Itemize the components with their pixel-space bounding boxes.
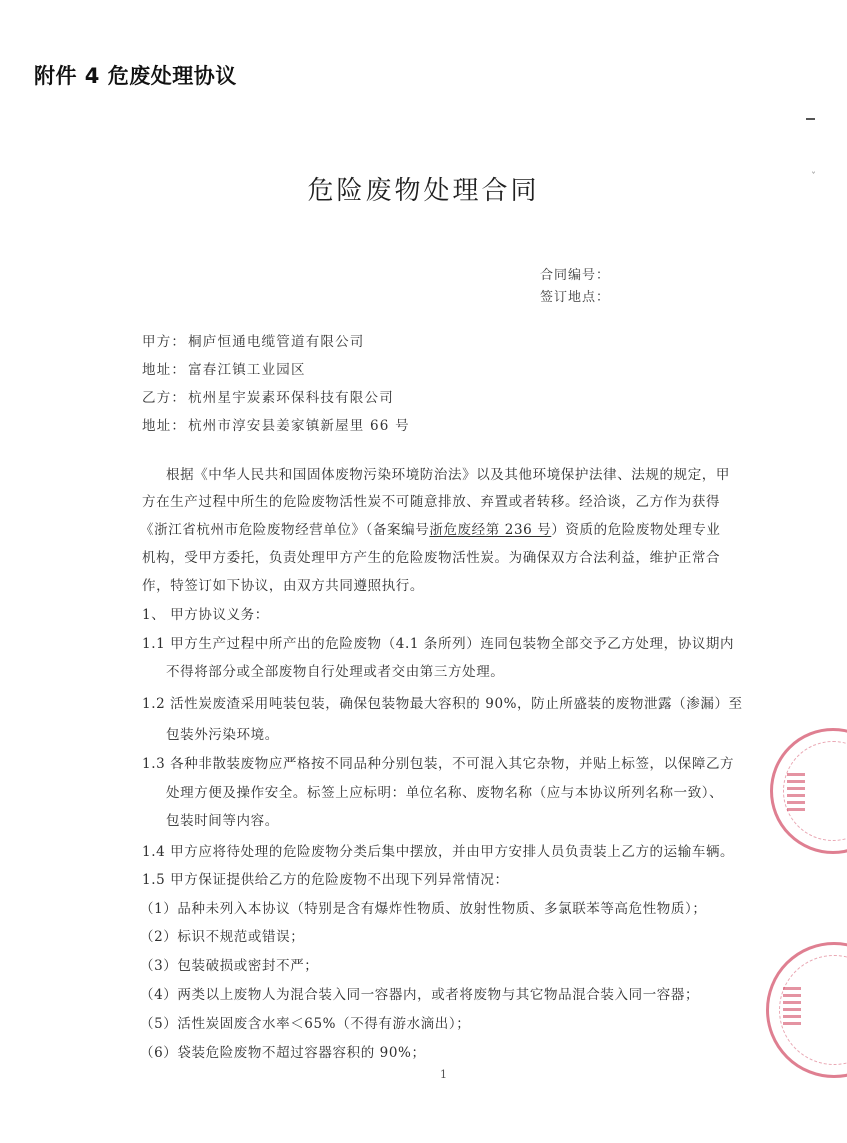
seal-lettering-mark [783, 985, 801, 1025]
clause-1-3-line-3: 包装时间等内容。 [166, 813, 279, 829]
condition-item-3: （3）包装破损或密封不严； [140, 958, 319, 974]
address-a-line [142, 358, 306, 378]
company-seal-stamp [766, 942, 847, 1078]
intro-line-1: 根据《中华人民共和国固体废物污染环境防治法》以及其他环境保护法律、法规的规定，甲 [166, 467, 730, 483]
intro-line-4: 机构，受甲方委托，负责处理甲方产生的危险废物活性炭。为确保双方合法利益，维护正常合 [142, 550, 721, 566]
condition-item-2: （2）标识不规范或错误； [140, 929, 305, 945]
address-b-line [142, 414, 410, 434]
intro-line-2: 方在生产过程中所生的危险废物活性炭不可随意排放、弃置或者转移。经洽谈，乙方作为获得 [142, 494, 721, 510]
address-b-label: 地址： [142, 418, 187, 434]
clause-1-3-line-1: 1.3 各种非散装废物应严格按不同品种分别包装，不可混入其它杂物，并贴上标签，以保障乙方 [142, 756, 735, 772]
scan-edge-dot: ˇ [811, 172, 816, 183]
condition-item-5: （5）活性炭固废含水率＜65%（不得有游水滴出）； [140, 1016, 471, 1032]
seal-lettering-mark [787, 771, 805, 811]
party-a-label: 甲方： [142, 334, 187, 350]
registration-number: 浙危废经第 236 号 [429, 522, 552, 538]
clause-1-5: 1.5 甲方保证提供给乙方的危险废物不出现下列异常情况： [142, 872, 509, 888]
page-number: 1 [440, 1068, 447, 1081]
party-b-line [142, 386, 394, 406]
clause-1-1-line-1: 1.1 甲方生产过程中所产出的危险废物（4.1 条所列）连同包装物全部交予乙方处理，协议期内 [142, 636, 735, 652]
address-b-value: 杭州市淳安县姜家镇新屋里 66 号 [188, 418, 410, 434]
scan-edge-mark [806, 118, 815, 120]
party-a-name: 桐庐恒通电缆管道有限公司 [188, 334, 365, 350]
clause-1-2-line-1: 1.2 活性炭废渣采用吨装包装，确保包装物最大容积的 90%，防止所盛装的废物泄露（渗漏）至 [142, 696, 743, 712]
condition-item-4: （4）两类以上废物人为混合装入同一容器内，或者将废物与其它物品混合装入同一容器； [140, 987, 700, 1003]
intro-line-5: 作，特签订如下协议，由双方共同遵照执行。 [142, 578, 424, 594]
clause-1-3-line-2: 处理方便及操作安全。标签上应标明：单位名称、废物名称（应与本协议所列名称一致）、 [166, 785, 724, 801]
document-title: 危险废物处理合同 [307, 176, 540, 206]
address-a-label: 地址： [142, 362, 187, 378]
condition-item-1: （1）品种未列入本协议（特别是含有爆炸性物质、放射性物质、多氯联苯等高危性物质）； [140, 901, 707, 917]
clause-1-2-line-2: 包装外污染环境。 [166, 727, 279, 743]
intro-line-3-end: ）资质的危险废物处理专业 [551, 522, 721, 538]
company-seal-stamp [770, 728, 847, 854]
attachment-title: 附件 4 危废处理协议 [34, 64, 237, 88]
party-b-name: 杭州星宇炭素环保科技有限公司 [188, 390, 394, 406]
address-a-value: 富春江镇工业园区 [188, 362, 306, 378]
party-a-line [142, 330, 365, 350]
condition-item-6: （6）袋装危险废物不超过容器容积的 90%； [140, 1045, 426, 1061]
sign-place-label: 签订地点： [540, 290, 611, 305]
party-b-label: 乙方： [142, 390, 187, 406]
intro-line-3 [140, 518, 721, 538]
clause-1-4: 1.4 甲方应将待处理的危险废物分类后集中摆放，并由甲方安排人员负责装上乙方的运输车辆。 [142, 844, 735, 860]
contract-number-label: 合同编号： [540, 268, 611, 283]
clause-1-1-line-2: 不得将部分或全部废物自行处理或者交由第三方处理。 [166, 664, 505, 680]
section-1-heading: 1、 甲方协议义务： [142, 607, 269, 623]
intro-line-3-start: 《浙江省杭州市危险废物经营单位》（备案编号 [140, 522, 430, 538]
